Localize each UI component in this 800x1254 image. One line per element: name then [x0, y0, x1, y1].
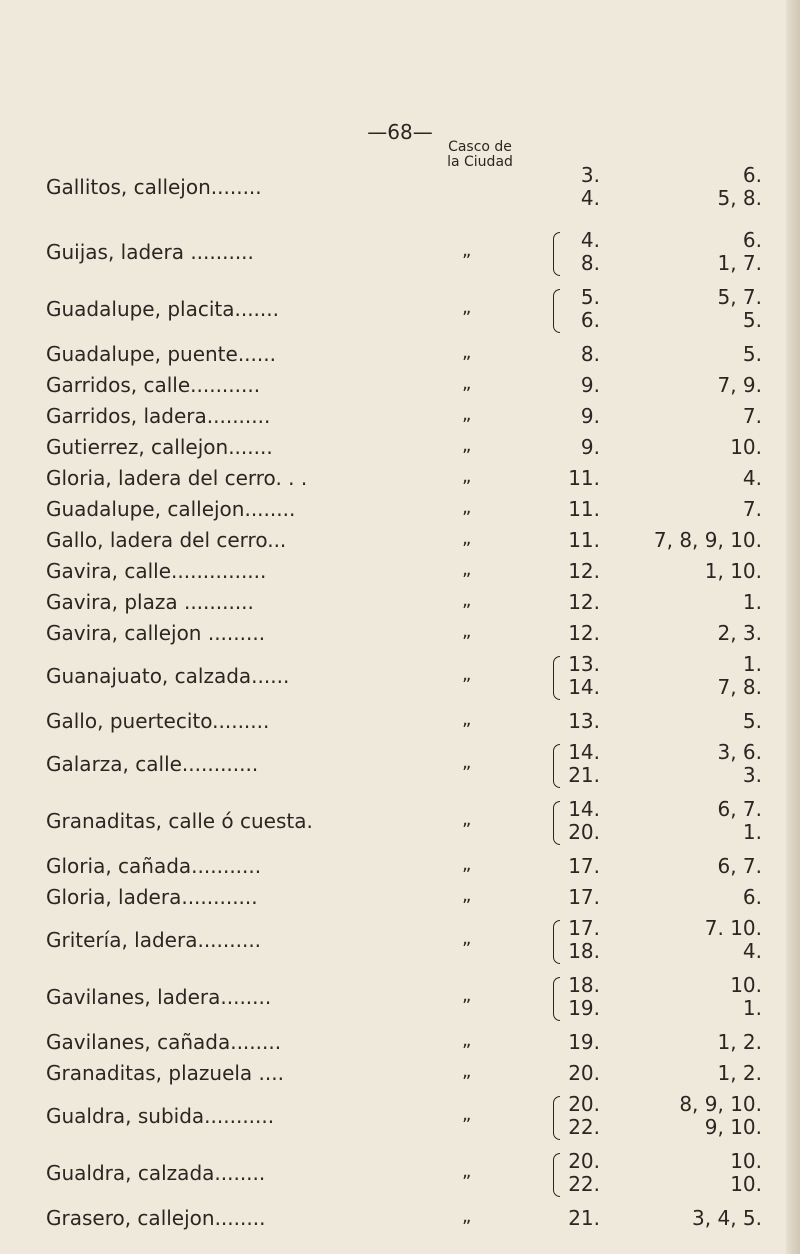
manzana-numbers: 1, 10.: [704, 559, 762, 583]
ditto-mark: „: [462, 1206, 472, 1227]
ditto-mark: „: [462, 985, 472, 1006]
manzana-numbers: 8, 9, 10.: [679, 1092, 762, 1116]
ditto-mark: „: [462, 466, 472, 487]
manzana-numbers: 7, 9.: [717, 373, 762, 397]
manzana-numbers: 6.: [742, 885, 762, 909]
manzana-numbers: 5, 8.: [717, 186, 762, 210]
seccion-number: 21.: [568, 1206, 600, 1230]
seccion-number: 17.: [568, 885, 600, 909]
street-name: Gloria, ladera............: [46, 885, 258, 909]
manzana-numbers: 9, 10.: [704, 1115, 762, 1139]
seccion-number: 8.: [580, 251, 600, 275]
ditto-mark: „: [462, 1061, 472, 1082]
street-name: Galarza, calle............: [46, 752, 259, 776]
ditto-mark: „: [462, 1161, 472, 1182]
manzana-numbers: 1.: [742, 996, 762, 1020]
ditto-mark: „: [462, 435, 472, 456]
seccion-number: 18.: [568, 939, 600, 963]
ditto-mark: „: [462, 404, 472, 425]
seccion-number: 22.: [568, 1115, 600, 1139]
ditto-mark: „: [462, 1104, 472, 1125]
seccion-number: 5.: [580, 285, 600, 309]
street-name: Guadalupe, placita.......: [46, 297, 279, 321]
street-name: Gutierrez, callejon.......: [46, 435, 273, 459]
seccion-number: 11.: [568, 528, 600, 552]
ditto-mark: „: [462, 709, 472, 730]
street-name: Gloria, cañada...........: [46, 854, 262, 878]
seccion-number: 12.: [568, 621, 600, 645]
brace: [553, 656, 560, 700]
street-name: Garridos, ladera..........: [46, 404, 271, 428]
manzana-numbers: 1, 2.: [717, 1061, 762, 1085]
seccion-number: 21.: [568, 763, 600, 787]
manzana-numbers: 1, 2.: [717, 1030, 762, 1054]
manzana-numbers: 3.: [742, 763, 762, 787]
ditto-mark: „: [462, 373, 472, 394]
manzana-numbers: 7. 10.: [704, 916, 762, 940]
manzana-numbers: 5, 7.: [717, 285, 762, 309]
ditto-mark: „: [462, 854, 472, 875]
seccion-number: 6.: [580, 308, 600, 332]
street-name: Guanajuato, calzada......: [46, 664, 290, 688]
brace: [553, 801, 560, 845]
brace: [553, 977, 560, 1021]
street-name: Gloria, ladera del cerro. . .: [46, 466, 308, 490]
street-name: Gallo, puertecito.........: [46, 709, 270, 733]
ditto-mark: „: [462, 497, 472, 518]
seccion-number: 19.: [568, 1030, 600, 1054]
seccion-number: 11.: [568, 466, 600, 490]
seccion-number: 20.: [568, 820, 600, 844]
brace: [553, 920, 560, 964]
manzana-numbers: 7, 8, 9, 10.: [653, 528, 762, 552]
seccion-number: 3.: [580, 163, 600, 187]
street-name: Guadalupe, callejon........: [46, 497, 296, 521]
seccion-number: 13.: [568, 709, 600, 733]
ditto-mark: „: [462, 809, 472, 830]
manzana-numbers: 4.: [742, 939, 762, 963]
manzana-numbers: 10.: [730, 1172, 762, 1196]
manzana-numbers: 1.: [742, 652, 762, 676]
seccion-number: 12.: [568, 590, 600, 614]
seccion-number: 14.: [568, 797, 600, 821]
column-header-line1: Casco de: [448, 139, 512, 155]
seccion-number: 8.: [580, 342, 600, 366]
street-name: Garridos, calle...........: [46, 373, 261, 397]
ditto-mark: „: [462, 664, 472, 685]
seccion-number: 20.: [568, 1149, 600, 1173]
manzana-numbers: 3, 6.: [717, 740, 762, 764]
brace: [553, 744, 560, 788]
seccion-number: 4.: [580, 228, 600, 252]
street-name: Grasero, callejon........: [46, 1206, 266, 1230]
street-name: Gavilanes, cañada........: [46, 1030, 282, 1054]
manzana-numbers: 1, 7.: [717, 251, 762, 275]
manzana-numbers: 6.: [742, 163, 762, 187]
seccion-number: 18.: [568, 973, 600, 997]
manzana-numbers: 6.: [742, 228, 762, 252]
street-name: Guijas, ladera ..........: [46, 240, 254, 264]
street-name: Guadalupe, puente......: [46, 342, 276, 366]
manzana-numbers: 10.: [730, 435, 762, 459]
ditto-mark: „: [462, 621, 472, 642]
street-name: Gavira, plaza ...........: [46, 590, 254, 614]
seccion-number: 14.: [568, 740, 600, 764]
ditto-mark: „: [462, 297, 472, 318]
ditto-mark: „: [462, 590, 472, 611]
street-name: Gualdra, subida...........: [46, 1104, 275, 1128]
street-name: Granaditas, plazuela ....: [46, 1061, 284, 1085]
street-name: Gallo, ladera del cerro...: [46, 528, 287, 552]
manzana-numbers: 10.: [730, 973, 762, 997]
seccion-number: 9.: [580, 435, 600, 459]
manzana-numbers: 7.: [742, 497, 762, 521]
ditto-mark: „: [462, 885, 472, 906]
manzana-numbers: 6, 7.: [717, 854, 762, 878]
seccion-number: 22.: [568, 1172, 600, 1196]
street-name: Gavira, callejon .........: [46, 621, 266, 645]
ditto-mark: „: [462, 1030, 472, 1051]
column-header: [435, 140, 525, 170]
manzana-numbers: 3, 4, 5.: [692, 1206, 762, 1230]
street-name: Gavira, calle...............: [46, 559, 267, 583]
street-name: Gallitos, callejon........: [46, 175, 262, 199]
manzana-numbers: 1.: [742, 590, 762, 614]
column-header-line2: la Ciudad: [447, 154, 513, 170]
manzana-numbers: 6, 7.: [717, 797, 762, 821]
manzana-numbers: 5.: [742, 709, 762, 733]
brace: [553, 232, 560, 276]
manzana-numbers: 5.: [742, 308, 762, 332]
seccion-number: 19.: [568, 996, 600, 1020]
ditto-mark: „: [462, 342, 472, 363]
seccion-number: 20.: [568, 1061, 600, 1085]
manzana-numbers: 2, 3.: [717, 621, 762, 645]
manzana-numbers: 7, 8.: [717, 675, 762, 699]
seccion-number: 20.: [568, 1092, 600, 1116]
ditto-mark: „: [462, 528, 472, 549]
ditto-mark: „: [462, 928, 472, 949]
seccion-number: 17.: [568, 854, 600, 878]
ditto-mark: „: [462, 752, 472, 773]
seccion-number: 13.: [568, 652, 600, 676]
ditto-mark: „: [462, 240, 472, 261]
page-number: —68—: [367, 120, 433, 144]
manzana-numbers: 5.: [742, 342, 762, 366]
seccion-number: 4.: [580, 186, 600, 210]
brace: [553, 1153, 560, 1197]
manzana-numbers: 7.: [742, 404, 762, 428]
seccion-number: 9.: [580, 373, 600, 397]
street-name: Gavilanes, ladera........: [46, 985, 272, 1009]
manzana-numbers: 1.: [742, 820, 762, 844]
ditto-mark: „: [462, 559, 472, 580]
seccion-number: 9.: [580, 404, 600, 428]
brace: [553, 1096, 560, 1140]
page-edge: [786, 0, 800, 1254]
brace: [553, 289, 560, 333]
manzana-numbers: 4.: [742, 466, 762, 490]
seccion-number: 14.: [568, 675, 600, 699]
street-name: Gualdra, calzada........: [46, 1161, 266, 1185]
seccion-number: 17.: [568, 916, 600, 940]
seccion-number: 12.: [568, 559, 600, 583]
seccion-number: 11.: [568, 497, 600, 521]
street-name: Gritería, ladera..........: [46, 928, 262, 952]
street-name: Granaditas, calle ó cuesta.: [46, 809, 313, 833]
manzana-numbers: 10.: [730, 1149, 762, 1173]
